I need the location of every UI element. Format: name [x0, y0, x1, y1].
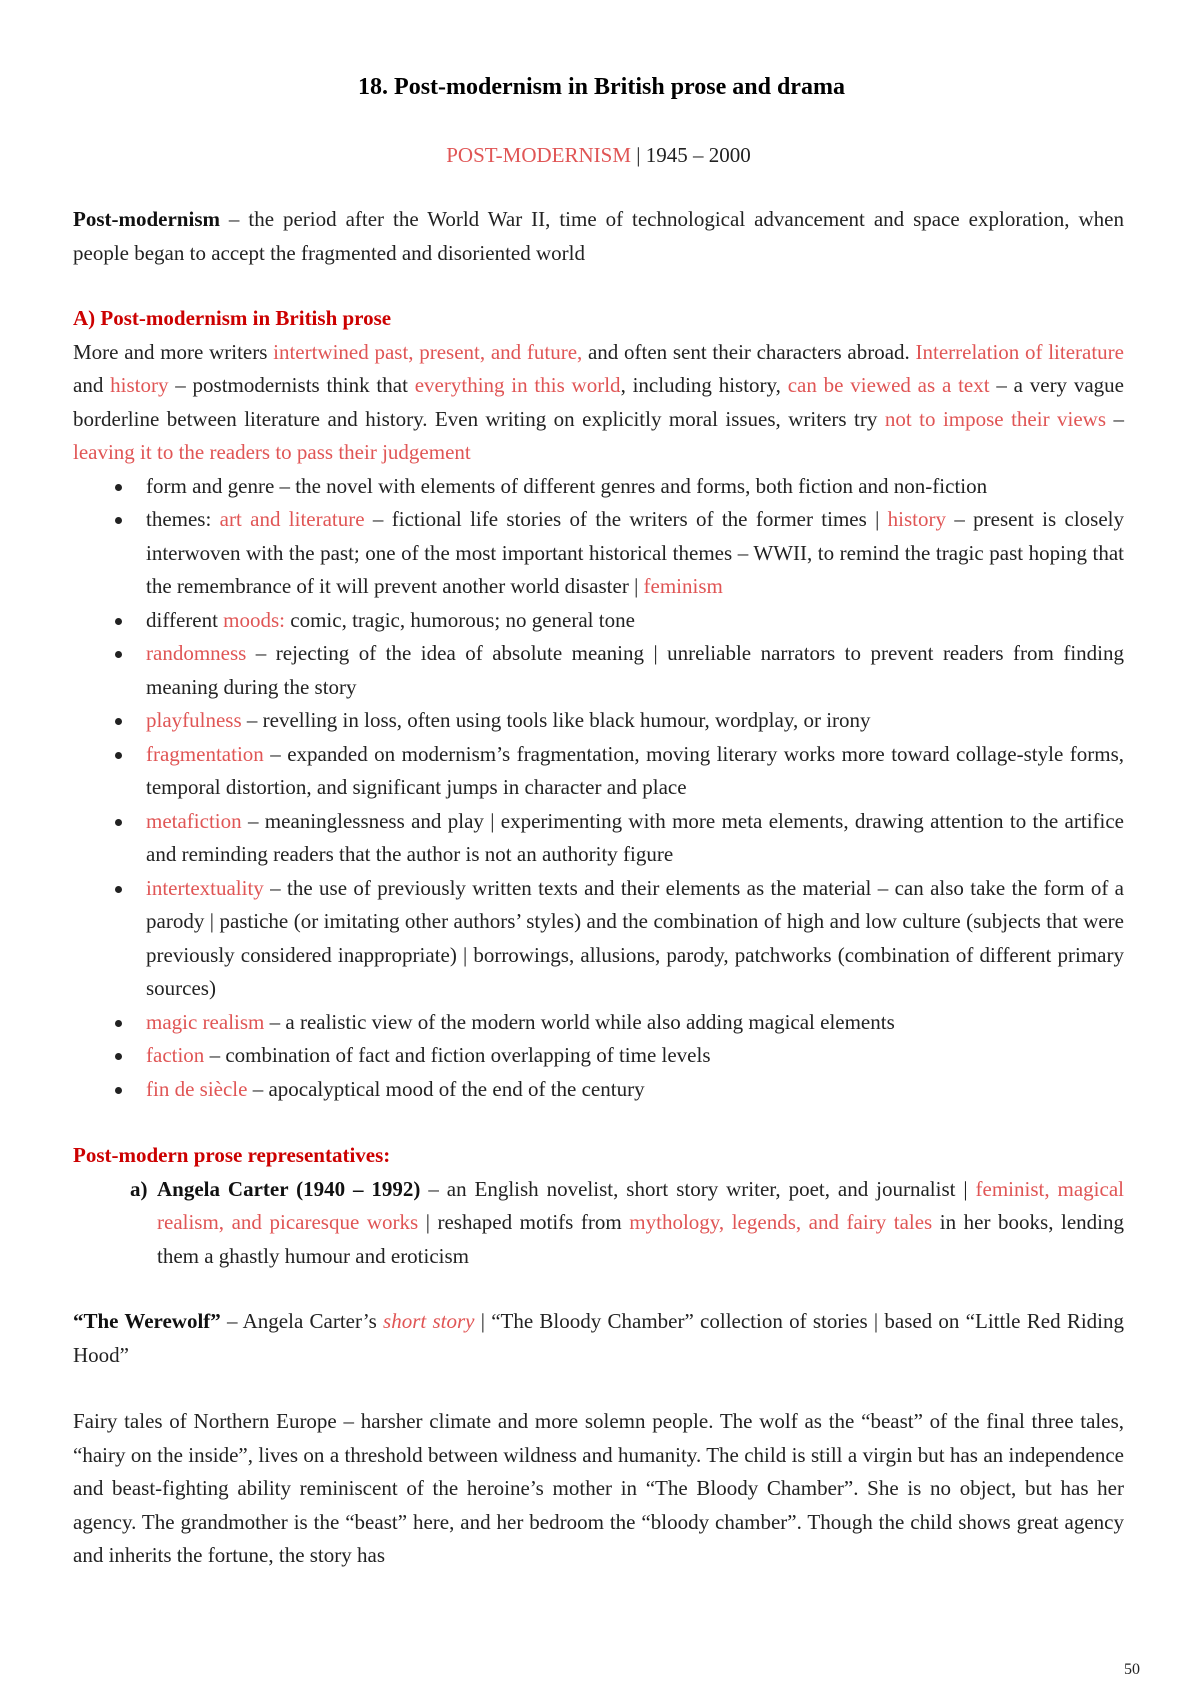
highlighted-term: intertwined past, present, and future,	[273, 339, 583, 364]
highlighted-term: faction	[146, 1043, 205, 1067]
representatives-list	[73, 1173, 1124, 1274]
bullet-dot-icon	[115, 886, 122, 893]
bullet-item	[73, 1039, 1124, 1073]
bullet-item	[73, 872, 1124, 1006]
section-a-heading: A) Post-modernism in British prose	[73, 306, 392, 330]
highlighted-term: history	[110, 373, 169, 397]
bullet-item	[73, 1006, 1124, 1040]
highlighted-term: fin de siècle	[146, 1076, 248, 1101]
bullet-dot-icon	[115, 618, 122, 625]
section-a-intro	[73, 336, 1124, 470]
period-name: POST-MODERNISM	[446, 143, 632, 167]
highlighted-term: playfulness	[146, 708, 242, 732]
highlighted-term: feminism	[643, 574, 723, 598]
text-run: – fictional life stories of the writers of the former times |	[364, 507, 888, 531]
highlighted-term: magic realism	[146, 1009, 265, 1034]
bullet-dot-icon	[115, 484, 122, 491]
highlighted-term: intertextuality	[146, 875, 264, 900]
highlighted-term: history	[887, 507, 947, 531]
highlighted-term: moods:	[223, 607, 286, 632]
bullet-dot-icon	[115, 651, 122, 658]
page-number: 50	[1124, 1661, 1140, 1678]
text-run: – rejecting of the idea of absolute meaning | unreliable narrators to prevent readers from finding meaning during the story	[146, 641, 1124, 699]
highlighted-term: randomness	[146, 641, 247, 665]
highlighted-term: “The Werewolf”	[73, 1309, 221, 1333]
text-run: – combination of fact and fiction overlapping of time levels	[204, 1043, 711, 1067]
text-run: in her books, lending them a ghastly humour and eroticism	[157, 1210, 1125, 1268]
text-run: | “The Bloody Chamber” collection of stories | based on “Little Red Riding Hood”	[73, 1309, 1124, 1367]
text-run: – the use of previously written texts and their elements as the material – can also take the form of a parody | pastiche (or imitating other authors’ styles) and the combination of high and low culture (subjects that were previously considered inappropriate) | borrowings, allusions, parody, patchworks (combination of different primary sources)	[146, 875, 1124, 1000]
bullet-item	[73, 1073, 1124, 1107]
highlighted-term: mythology, legends, and fairy tales	[629, 1210, 933, 1234]
highlighted-term: Interrelation of literature	[915, 339, 1124, 364]
text-run: More and more writers	[73, 339, 274, 364]
bullet-dot-icon	[115, 1053, 122, 1060]
bullet-dot-icon	[115, 517, 122, 524]
highlighted-term: Angela Carter (1940 – 1992)	[157, 1176, 421, 1201]
bullet-item	[73, 604, 1124, 638]
fairy-tales-paragraph: Fairy tales of Northern Europe – harsher climate and more solemn people. The wolf as the “beast” of the final three tales, “hairy on the inside”, lives on a threshold between wildness and humanity. The child is still a virgin but has an independence and beast-fighting ability reminiscent of the heroine’s mother in “The Bloody Chamber”. She is no object, but has her agency. The grandmother is the “beast” here, and her bedroom the “bloody chamber”. Though the child shows great agency and inherits the fortune, the story has	[73, 1409, 1124, 1567]
text-run: , including history,	[620, 373, 788, 397]
highlighted-term: fragmentation	[146, 741, 264, 766]
bullet-item	[73, 470, 1124, 504]
definition-paragraph	[73, 203, 1124, 270]
representatives-heading: Post-modern prose representatives:	[73, 1143, 391, 1167]
bullet-item	[73, 704, 1124, 738]
page-title: 18. Post-modernism in British prose and drama	[358, 74, 845, 100]
text-run: and often sent their characters abroad.	[582, 339, 916, 364]
highlighted-term: short story	[383, 1309, 475, 1333]
text-run: – revelling in loss, often using tools like black humour, wordplay, or irony	[241, 708, 871, 732]
text-run: form and genre – the novel with elements of different genres and forms, both fiction and non-fiction	[146, 473, 988, 498]
bullet-item	[73, 738, 1124, 805]
highlighted-term: art and literature	[219, 507, 365, 531]
period-line	[73, 139, 1124, 172]
text-run: | reshaped motifs from	[418, 1210, 630, 1234]
period-separator: |	[631, 143, 646, 167]
highlighted-term: leaving it to the readers to pass their judgement	[73, 440, 471, 464]
representative-item	[73, 1173, 1124, 1274]
bullet-item	[73, 805, 1124, 872]
bullet-item	[73, 503, 1124, 604]
bullet-dot-icon	[115, 1020, 122, 1027]
bullet-item	[73, 637, 1124, 704]
text-run: – expanded on modernism’s fragmentation, moving literary works more toward collage-style forms, temporal distortion, and significant jumps in character and place	[146, 741, 1124, 799]
bullet-dot-icon	[115, 1087, 122, 1094]
text-run: –	[1106, 406, 1124, 431]
section-a-bullet-list	[73, 470, 1124, 1107]
bullet-dot-icon	[115, 819, 122, 826]
text-run: – present is closely interwoven with the past; one of the most important historical themes – WWII, to remind the tragic past hoping that the remembrance of it will prevent another world disaster |	[146, 507, 1124, 598]
representative-letter: a)	[130, 1176, 148, 1201]
bullet-dot-icon	[115, 752, 122, 759]
highlighted-term: everything in this world	[414, 373, 621, 397]
text-run: – a realistic view of the modern world while also adding magical elements	[264, 1009, 895, 1034]
highlighted-term: metafiction	[146, 808, 242, 833]
highlighted-term: can be viewed as a text	[787, 373, 990, 397]
definition-text: – the period after the World War II, time of technological advancement and space exploration, when people began to accept the fragmented and disoriented world	[73, 207, 1124, 265]
text-run: comic, tragic, humorous; no general tone	[285, 607, 635, 632]
text-run: – an English novelist, short story writer, poet, and journalist |	[420, 1176, 976, 1201]
highlighted-term: not to impose their views	[884, 406, 1107, 431]
text-run: – apocalyptical mood of the end of the century	[247, 1076, 645, 1101]
definition-term: Post-modernism	[73, 207, 220, 231]
period-years: 1945 – 2000	[645, 143, 751, 167]
text-run: themes:	[146, 507, 220, 531]
text-run: – meaninglessness and play | experimenting with more meta elements, drawing attention to the artifice and reminding readers that the author is not an authority figure	[146, 808, 1124, 866]
text-run: and	[73, 373, 111, 397]
text-run: different	[146, 607, 224, 632]
werewolf-paragraph	[73, 1305, 1124, 1372]
highlighted-term: feminist, magical realism, and picaresque works	[157, 1176, 1124, 1234]
text-run: – Angela Carter’s	[220, 1309, 384, 1333]
text-run: – postmodernists think that	[168, 373, 415, 397]
bullet-dot-icon	[115, 718, 122, 725]
text-run: – a very vague borderline between literature and history. Even writing on explicitly moral issues, writers try	[73, 373, 1124, 431]
